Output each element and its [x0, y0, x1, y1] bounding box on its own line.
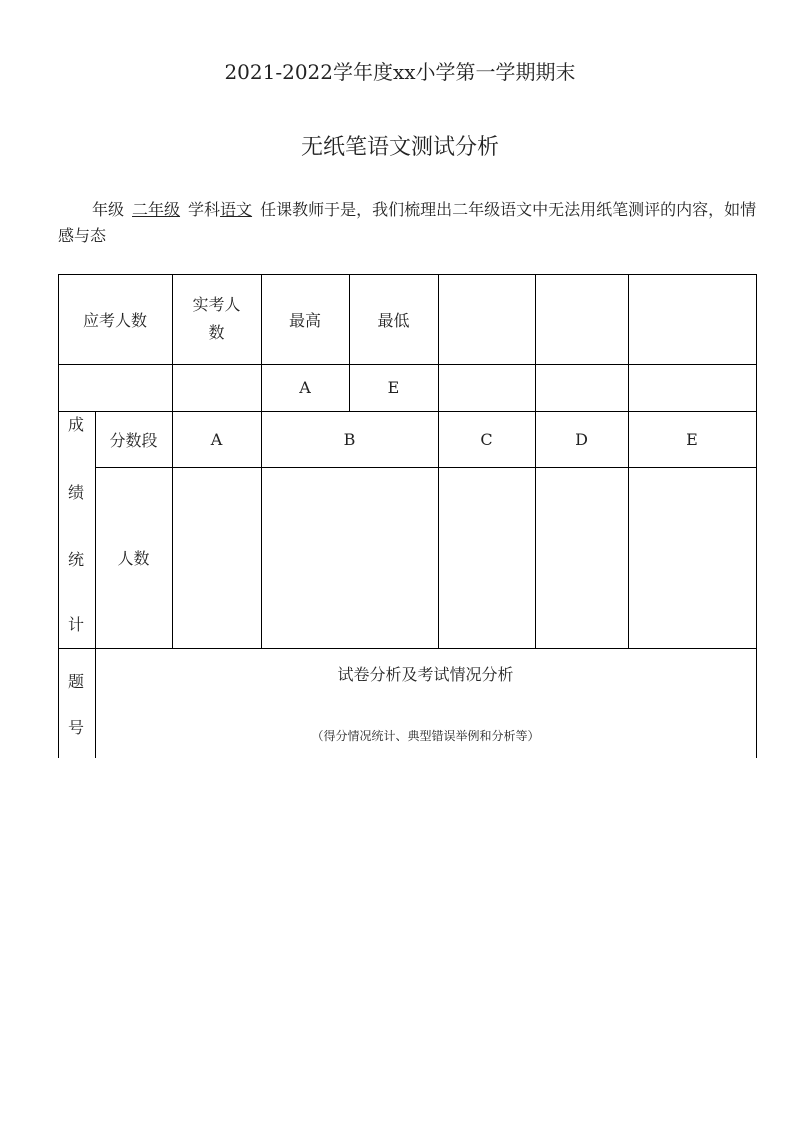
table-rule — [756, 274, 757, 758]
stats-side-label-1: 成 — [67, 415, 84, 434]
header-actual-take-line1: 实考人 — [192, 295, 241, 314]
grade-label: 年级 — [92, 200, 125, 219]
band-e: E — [686, 429, 698, 449]
count-label: 人数 — [117, 549, 150, 568]
band-a: A — [210, 429, 223, 449]
grade-value: 二年级 — [132, 200, 181, 219]
header-actual-take-line2: 数 — [208, 323, 225, 342]
band-b: B — [343, 429, 356, 449]
analysis-side-label-2: 号 — [67, 718, 84, 737]
header-highest: 最高 — [288, 310, 321, 330]
header-actual-take — [172, 274, 261, 364]
document-title: 2021-2022学年度xx小学第一学期期末 — [224, 60, 576, 84]
lowest-value: E — [387, 378, 400, 397]
intro-text: 任课教师于是，我们梳理出二年级语文中无法用纸笔测评的内容，如情感与态 — [58, 200, 757, 245]
band-d: D — [575, 429, 588, 449]
stats-side-label-2: 绩 — [67, 483, 84, 502]
table-rule — [95, 467, 757, 468]
analysis-heading: 试卷分析及考试情况分析 — [337, 664, 514, 684]
subject-value: 语文 — [220, 200, 253, 219]
highest-value: A — [299, 378, 311, 397]
stats-side-label-4: 计 — [67, 615, 84, 634]
analysis-side-label-1: 题 — [67, 672, 84, 691]
analysis-subheading: （得分情况统计、典型错误举例和分析等） — [311, 728, 540, 743]
stats-side-label-3: 统 — [67, 550, 84, 569]
band-c: C — [480, 429, 493, 449]
document-subtitle: 无纸笔语文测试分析 — [300, 135, 499, 160]
intro-paragraph — [58, 197, 763, 249]
score-band-label: 分数段 — [109, 430, 158, 450]
subject-label: 学科 — [188, 200, 221, 219]
header-should-take: 应考人数 — [82, 310, 147, 330]
table-rule — [58, 648, 757, 649]
header-lowest: 最低 — [377, 310, 410, 330]
